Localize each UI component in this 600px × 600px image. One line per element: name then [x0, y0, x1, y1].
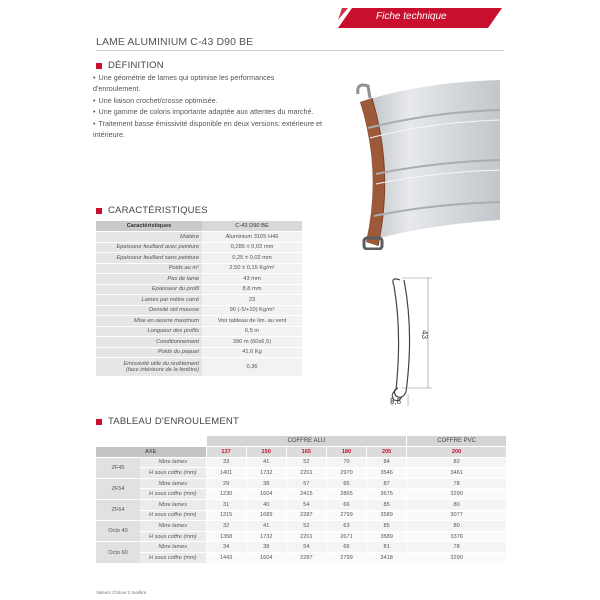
row-key: Emissivité utile du revêtement (face intérieure de la fenêtre)	[96, 358, 202, 377]
table-cell: 2201	[286, 468, 326, 479]
table-cell: 3077	[407, 510, 506, 521]
coffre-size-header: 165	[286, 447, 326, 458]
axe-name: ZF54	[96, 478, 140, 499]
table-cell: 66	[326, 500, 366, 511]
page-title: LAME ALUMINIUM C-43 D90 BE	[96, 36, 254, 48]
table-cell: 80	[407, 500, 506, 511]
table-cell: 52	[286, 521, 326, 532]
row-value: 6,5 m	[202, 326, 302, 337]
row-label: Nbre lames	[140, 542, 206, 553]
enroulement-table	[96, 436, 506, 564]
table-cell: 78	[407, 478, 506, 489]
table-cell: 41	[246, 521, 286, 532]
caracteristiques-table	[96, 221, 302, 377]
table-row	[96, 253, 302, 264]
table-cell: 65	[326, 478, 366, 489]
table-cell: 2865	[326, 489, 366, 500]
table-cell: 81	[367, 542, 407, 553]
row-key: Poids du paquet	[96, 347, 202, 358]
row-label: H sous coffre (mm)	[140, 510, 206, 521]
table-cell: 2287	[286, 510, 326, 521]
row-label: H sous coffre (mm)	[140, 468, 206, 479]
row-label: Nbre lames	[140, 457, 206, 468]
table-cell: 1732	[246, 468, 286, 479]
table-row	[96, 326, 302, 337]
table-cell: 38	[246, 478, 286, 489]
coffre-size-header: 180	[326, 447, 366, 458]
table-row	[96, 284, 302, 295]
section-marker-icon	[96, 208, 102, 214]
table-cell: 85	[367, 521, 407, 532]
table-cell: 34	[206, 542, 246, 553]
row-key: Matière	[96, 232, 202, 243]
slat-profile-drawing	[372, 272, 442, 417]
table-cell: 2287	[286, 553, 326, 564]
table-cell: 54	[286, 542, 326, 553]
table-cell: 3290	[407, 553, 506, 564]
row-label: H sous coffre (mm)	[140, 489, 206, 500]
table-row	[96, 242, 302, 253]
table-cell: 41	[246, 457, 286, 468]
table-row	[96, 510, 506, 521]
table-cell: 2415	[286, 489, 326, 500]
row-value: 23	[202, 295, 302, 306]
profile-height-dimension: 43	[419, 330, 429, 339]
row-value: 43 mm	[202, 274, 302, 285]
table-cell: 54	[286, 500, 326, 511]
table-cell: 38	[246, 542, 286, 553]
table-row	[96, 358, 302, 377]
table-row	[96, 457, 506, 468]
row-value: 0,285 ± 0,02 mm	[202, 242, 302, 253]
table-cell: 80	[407, 521, 506, 532]
table-row	[96, 263, 302, 274]
profile-width-dimension: 8,8	[390, 397, 402, 406]
table-cell: 2201	[286, 531, 326, 542]
row-label: Nbre lames	[140, 521, 206, 532]
definition-item: • Une liaison crochet/crosse optimisée.	[93, 96, 323, 107]
table-cell: 1689	[246, 510, 286, 521]
table-cell: 1604	[246, 489, 286, 500]
table-cell: 2799	[326, 553, 366, 564]
axe-name: Octo 60	[96, 542, 140, 563]
table-row	[96, 542, 506, 553]
table-cell: 1230	[206, 489, 246, 500]
table-row	[96, 500, 506, 511]
definition-item: • Une géométrie de lames qui optimise les performances d'enroulement.	[93, 73, 323, 95]
table-cell: 52	[286, 457, 326, 468]
row-value: 2,50 ± 0,15 Kg/m²	[202, 263, 302, 274]
table-cell: 87	[367, 478, 407, 489]
axe-header: AXE	[96, 447, 206, 458]
table-row	[96, 295, 302, 306]
row-label: H sous coffre (mm)	[140, 531, 206, 542]
row-key: Epaisseur feuillard avec peinture	[96, 242, 202, 253]
table-cell: 2799	[326, 510, 366, 521]
table-row	[96, 337, 302, 348]
definition-item: • Traitement basse émissivité disponible en deux versions: extérieure et intérieure.	[93, 119, 323, 141]
section-marker-icon	[96, 63, 102, 69]
coffre-header-row	[96, 447, 506, 458]
table-cell: 84	[367, 457, 407, 468]
section-marker-icon	[96, 419, 102, 425]
row-value: 390 m (60x6,5)	[202, 337, 302, 348]
row-key: Poids au m²	[96, 263, 202, 274]
table-cell: 1732	[246, 531, 286, 542]
enroulement-heading	[96, 416, 239, 427]
definition-title: DÉFINITION	[108, 60, 164, 71]
table-cell: 70	[326, 457, 366, 468]
table-row	[96, 478, 506, 489]
table-cell: 85	[367, 500, 407, 511]
table-row	[96, 521, 506, 532]
header-value: C-43 D90 BE	[202, 221, 302, 232]
banner-label: Fiche technique	[376, 11, 447, 22]
definition-item: • Une gamme de coloris importante adaptée aux attentes du marché.	[93, 107, 323, 118]
group-coffre-alu: COFFRE ALU	[206, 436, 407, 447]
row-value: 0,36	[202, 358, 302, 377]
table-cell: 57	[286, 478, 326, 489]
table-cell: 2970	[326, 468, 366, 479]
axe-name: ZF45	[96, 457, 140, 478]
table-row	[96, 305, 302, 316]
table-cell: 3290	[407, 489, 506, 500]
table-cell: 3675	[367, 489, 407, 500]
row-value: 0,25 ± 0,02 mm	[202, 253, 302, 264]
table-cell: 29	[206, 478, 246, 489]
coffre-size-header: 137	[206, 447, 246, 458]
table-cell: 40	[246, 500, 286, 511]
group-header-row	[96, 436, 506, 447]
coffre-size-header: 150	[246, 447, 286, 458]
row-key: Densité std mousse	[96, 305, 202, 316]
table-row	[96, 489, 506, 500]
table-row	[96, 347, 302, 358]
row-value: Voir tableau de lim. au vent	[202, 316, 302, 327]
table-cell: 3589	[367, 510, 407, 521]
table-row	[96, 468, 506, 479]
row-key: Epaisseur feuillard sans peinture	[96, 253, 202, 264]
header-key: Caractéristiques	[96, 221, 202, 232]
fiche-technique-banner	[338, 8, 502, 28]
row-key: Mise en oeuvre maximum	[96, 316, 202, 327]
row-label: H sous coffre (mm)	[140, 553, 206, 564]
coffre-size-header: 205	[367, 447, 407, 458]
row-label: Nbre lames	[140, 478, 206, 489]
definition-heading	[96, 60, 164, 71]
axe-name: ZF64	[96, 500, 140, 521]
table-row	[96, 232, 302, 243]
table-cell: 31	[206, 500, 246, 511]
title-divider	[96, 50, 504, 51]
group-coffre-pvc: COFFRE PVC	[407, 436, 506, 447]
table-cell: 32	[206, 521, 246, 532]
definition-list	[93, 73, 323, 142]
enroulement-title: TABLEAU D'ENROULEMENT	[108, 416, 239, 427]
table-cell: 3461	[407, 468, 506, 479]
row-label: Nbre lames	[140, 500, 206, 511]
row-value: 41,6 Kg	[202, 347, 302, 358]
caracteristiques-heading	[96, 205, 208, 216]
table-row	[96, 274, 302, 285]
row-value: 8,8 mm	[202, 284, 302, 295]
table-row	[96, 553, 506, 564]
row-value: Aluminium 3105 H46	[202, 232, 302, 243]
table-cell: 66	[326, 542, 366, 553]
row-key: Longueur des profils	[96, 326, 202, 337]
table-cell: 78	[407, 542, 506, 553]
row-key: Epaisseur du profil	[96, 284, 202, 295]
table-cell: 82	[407, 457, 506, 468]
table-cell: 1315	[206, 510, 246, 521]
table-row	[96, 316, 302, 327]
table-cell: 1604	[246, 553, 286, 564]
table-cell: 33	[206, 457, 246, 468]
table-cell: 1401	[206, 468, 246, 479]
axe-name: Octo 40	[96, 521, 140, 542]
table-cell: 63	[326, 521, 366, 532]
footnote: Valeurs Cfolour 2 mailkra	[96, 590, 147, 595]
coffre-size-header: 200	[407, 447, 506, 458]
table-cell: 2671	[326, 531, 366, 542]
slat-product-image	[352, 80, 502, 255]
row-key: Pas de lame	[96, 274, 202, 285]
caracteristiques-title: CARACTÉRISTIQUES	[108, 205, 208, 216]
row-key: Conditionnement	[96, 337, 202, 348]
row-key: Lames par mètre carré	[96, 295, 202, 306]
table-header-row	[96, 221, 302, 232]
table-cell: 3418	[367, 553, 407, 564]
table-cell: 1358	[206, 531, 246, 542]
table-cell: 3589	[367, 531, 407, 542]
table-cell: 1443	[206, 553, 246, 564]
table-cell: 3376	[407, 531, 506, 542]
table-row	[96, 531, 506, 542]
table-cell: 3546	[367, 468, 407, 479]
row-value: 90 (-5/+10) Kg/m³	[202, 305, 302, 316]
